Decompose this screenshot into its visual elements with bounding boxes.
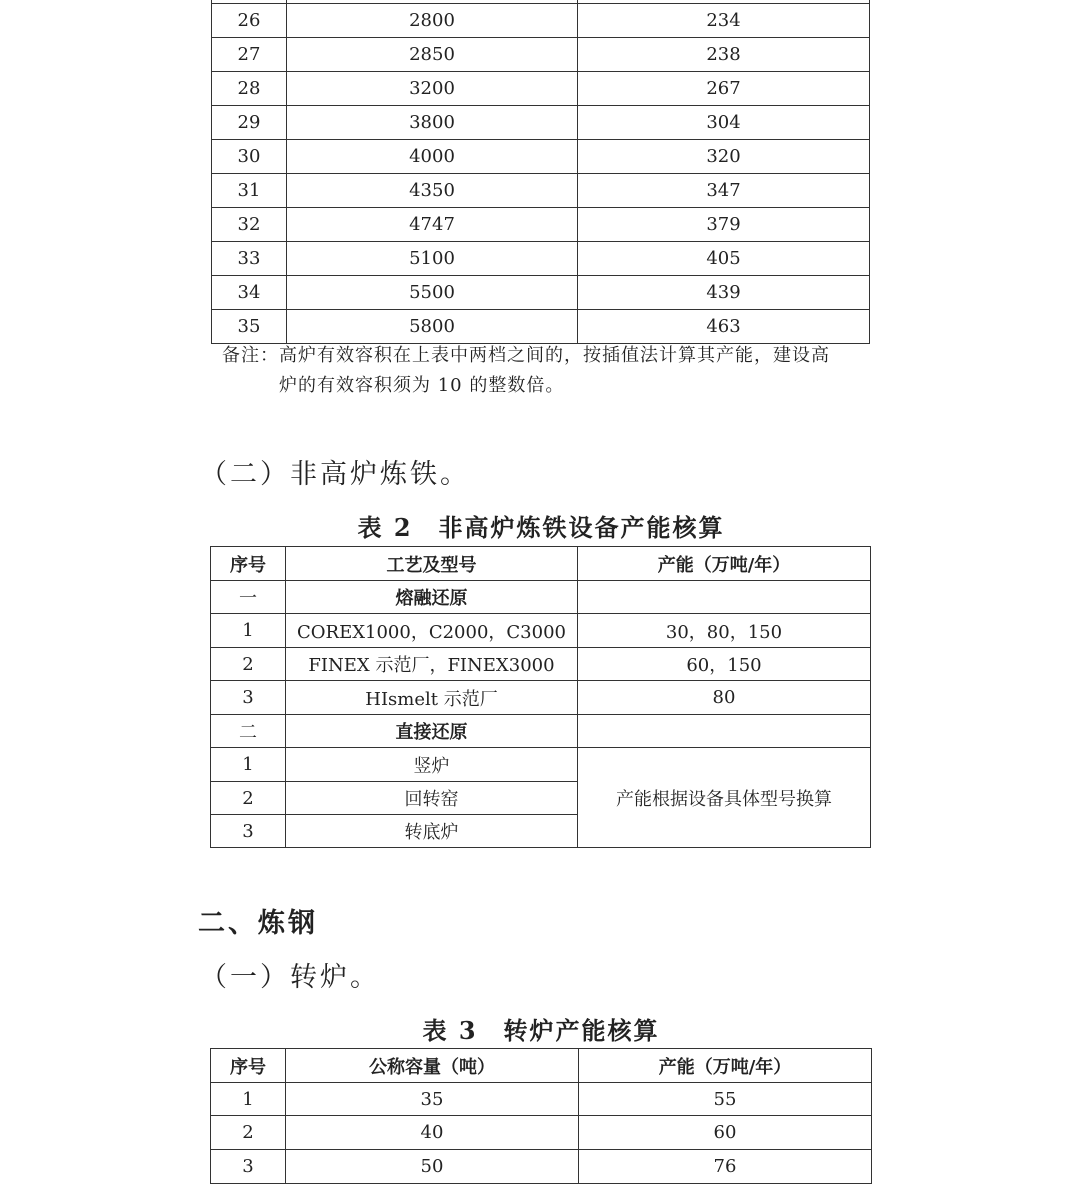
row-volume: 2800 — [287, 4, 578, 38]
table-row — [211, 1150, 872, 1184]
header-nominal-capacity: 公称容量（吨） — [286, 1049, 579, 1083]
row-capacity: 30，80，150 — [578, 614, 871, 648]
row-capacity: 60 — [579, 1116, 872, 1150]
row-capacity: 60，150 — [578, 648, 871, 681]
group-no: 二 — [211, 715, 286, 748]
row-capacity: 55 — [579, 1083, 872, 1116]
row-no: 2 — [211, 1116, 286, 1150]
row-capacity: 405 — [578, 242, 870, 276]
row-nominal-capacity: 35 — [286, 1083, 579, 1116]
section-heading-converter: （一）转炉。 — [200, 962, 380, 993]
table1-note — [222, 341, 862, 401]
row-capacity: 347 — [578, 174, 870, 208]
row-capacity: 234 — [578, 4, 870, 38]
row-volume: 4350 — [287, 174, 578, 208]
table3-title: 表 3 转炉产能核算 — [422, 1016, 660, 1045]
table-row — [212, 140, 870, 174]
row-no: 29 — [212, 106, 287, 140]
table-row — [212, 310, 870, 344]
table-row — [212, 72, 870, 106]
row-no: 26 — [212, 4, 287, 38]
row-capacity: 379 — [578, 208, 870, 242]
row-volume: 4747 — [287, 208, 578, 242]
non-blast-furnace-capacity-table — [210, 546, 871, 848]
row-capacity: 463 — [578, 310, 870, 344]
table-row — [211, 1116, 872, 1150]
table-row — [211, 648, 871, 681]
table-cell — [578, 581, 871, 614]
row-volume: 2850 — [287, 38, 578, 72]
note-line-1: 备注：高炉有效容积在上表中两档之间的，按插值法计算其产能，建设高 — [222, 345, 830, 366]
group-row-smelting-reduction — [211, 581, 871, 614]
row-process: HIsmelt 示范厂 — [286, 681, 578, 715]
row-capacity: 320 — [578, 140, 870, 174]
row-no: 3 — [211, 815, 286, 848]
table-row — [211, 681, 871, 715]
row-nominal-capacity: 40 — [286, 1116, 579, 1150]
row-no: 1 — [211, 1083, 286, 1116]
row-no: 2 — [211, 782, 286, 815]
row-process: FINEX 示范厂，FINEX3000 — [286, 648, 578, 681]
row-nominal-capacity: 50 — [286, 1150, 579, 1184]
row-capacity: 267 — [578, 72, 870, 106]
row-volume: 3800 — [287, 106, 578, 140]
table-row — [212, 208, 870, 242]
table-row — [211, 748, 871, 782]
row-no: 28 — [212, 72, 287, 106]
group-no: 一 — [211, 581, 286, 614]
table2-title: 表 2 非高炉炼铁设备产能核算 — [357, 513, 725, 542]
group-label: 熔融还原 — [286, 581, 578, 614]
row-volume: 3200 — [287, 72, 578, 106]
converter-capacity-table — [210, 1048, 872, 1184]
row-no: 27 — [212, 38, 287, 72]
note-line-2: 炉的有效容积须为 10 的整数倍。 — [279, 375, 565, 396]
row-volume: 5800 — [287, 310, 578, 344]
row-no: 3 — [211, 681, 286, 715]
row-capacity: 439 — [578, 276, 870, 310]
row-volume: 5100 — [287, 242, 578, 276]
row-process: 回转窑 — [286, 782, 578, 815]
row-no: 3 — [211, 1150, 286, 1184]
table-row — [211, 614, 871, 648]
row-capacity: 238 — [578, 38, 870, 72]
row-volume: 5500 — [287, 276, 578, 310]
table-cell — [578, 715, 871, 748]
table-row — [212, 242, 870, 276]
merged-capacity-cell: 产能根据设备具体型号换算 — [578, 748, 871, 848]
group-row-direct-reduction — [211, 715, 871, 748]
blast-furnace-capacity-table — [211, 0, 870, 344]
row-volume: 4000 — [287, 140, 578, 174]
table-row — [212, 174, 870, 208]
row-capacity: 304 — [578, 106, 870, 140]
section-heading-steelmaking: 二、炼钢 — [198, 908, 318, 939]
table1-body — [212, 0, 870, 344]
row-no: 2 — [211, 648, 286, 681]
section-heading-non-blast-furnace: （二）非高炉炼铁。 — [200, 459, 470, 490]
header-process: 工艺及型号 — [286, 547, 578, 581]
row-process: COREX1000，C2000，C3000 — [286, 614, 578, 648]
row-capacity: 80 — [578, 681, 871, 715]
group-label: 直接还原 — [286, 715, 578, 748]
header-no: 序号 — [211, 1049, 286, 1083]
row-no: 32 — [212, 208, 287, 242]
table-header-row — [211, 547, 871, 581]
row-process: 竖炉 — [286, 748, 578, 782]
header-capacity: 产能（万吨/年） — [579, 1049, 872, 1083]
row-no: 33 — [212, 242, 287, 276]
row-process: 转底炉 — [286, 815, 578, 848]
table-header-row — [211, 1049, 872, 1083]
row-no: 1 — [211, 614, 286, 648]
row-no: 35 — [212, 310, 287, 344]
header-no: 序号 — [211, 547, 286, 581]
table-row — [212, 38, 870, 72]
row-no: 30 — [212, 140, 287, 174]
table-row — [212, 276, 870, 310]
table-row — [212, 4, 870, 38]
table-row — [211, 1083, 872, 1116]
table-row — [212, 106, 870, 140]
row-no: 1 — [211, 748, 286, 782]
row-capacity: 76 — [579, 1150, 872, 1184]
header-capacity: 产能（万吨/年） — [578, 547, 871, 581]
row-no: 31 — [212, 174, 287, 208]
row-no: 34 — [212, 276, 287, 310]
